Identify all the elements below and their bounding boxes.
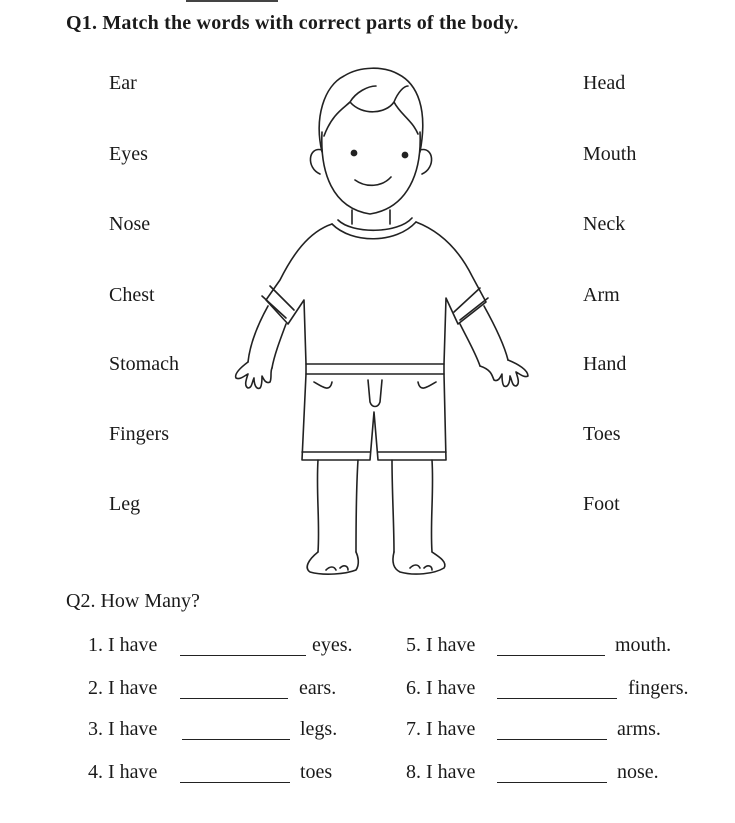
boy-illustration [228,62,540,582]
fly [368,380,382,407]
q2-item-7-prefix: 7. I have [406,718,476,740]
q2-item-2-prefix: 2. I have [88,677,158,699]
q2-item-8-blank[interactable] [497,782,607,783]
right-hand [480,360,528,386]
q2-item-3-blank[interactable] [182,739,290,740]
collar [338,218,412,230]
q2-item-4-blank[interactable] [180,782,290,783]
q2-item-7-answer: arms. [617,718,661,740]
left-word-ear: Ear [109,72,137,94]
q2-item-3-prefix: 3. I have [88,718,158,740]
smile [355,177,391,185]
pockets [314,382,436,388]
right-ear-shape [420,150,432,174]
q2-item-1-answer: eyes. [312,634,353,656]
right-toes [410,565,432,570]
q2-item-5-answer: mouth. [615,634,672,656]
left-leg [317,460,358,552]
q2-item-6-blank[interactable] [497,698,617,699]
left-word-nose: Nose [109,213,151,235]
right-leg [392,460,433,552]
q2-item-8-prefix: 8. I have [406,761,476,783]
q2-item-5-prefix: 5. I have [406,634,476,656]
left-hand [236,362,272,388]
left-ear-shape [310,150,322,174]
shirt-hem [306,364,444,374]
right-word-toes: Toes [583,423,621,445]
q2-item-2-answer: ears. [299,677,337,699]
left-eye [351,150,356,155]
q2-item-3-answer: legs. [300,718,338,740]
left-toes [326,566,348,570]
q2-item-4-prefix: 4. I have [88,761,158,783]
left-word-eyes: Eyes [109,143,148,165]
shirt [266,222,486,364]
face-outline [322,132,420,214]
q2-item-1-blank[interactable] [180,655,306,656]
left-word-stomach: Stomach [109,353,179,375]
q2-item-7-blank[interactable] [497,739,607,740]
top-rule [186,0,278,2]
right-word-neck: Neck [583,213,626,235]
left-foot [307,552,358,574]
right-foot [393,552,445,574]
right-eye [402,152,407,157]
right-word-head: Head [583,72,626,94]
right-word-hand: Hand [583,353,627,375]
q2-title: Q2. How Many? [66,590,200,612]
hair [319,68,423,152]
left-word-fingers: Fingers [109,423,169,445]
q1-title: Q1. Match the words with correct parts of the body. [66,12,519,34]
q2-item-2-blank[interactable] [180,698,288,699]
left-word-leg: Leg [109,493,141,515]
right-word-mouth: Mouth [583,143,637,165]
q2-item-6-prefix: 6. I have [406,677,476,699]
q2-item-1-prefix: 1. I have [88,634,158,656]
right-word-foot: Foot [583,493,620,515]
neck [352,210,390,224]
right-word-arm: Arm [583,284,620,306]
left-word-chest: Chest [109,284,155,306]
q2-item-8-answer: nose. [617,761,659,783]
q2-item-6-answer: fingers. [628,677,689,699]
q2-item-4-answer: toes [300,761,333,783]
q2-item-5-blank[interactable] [497,655,605,656]
